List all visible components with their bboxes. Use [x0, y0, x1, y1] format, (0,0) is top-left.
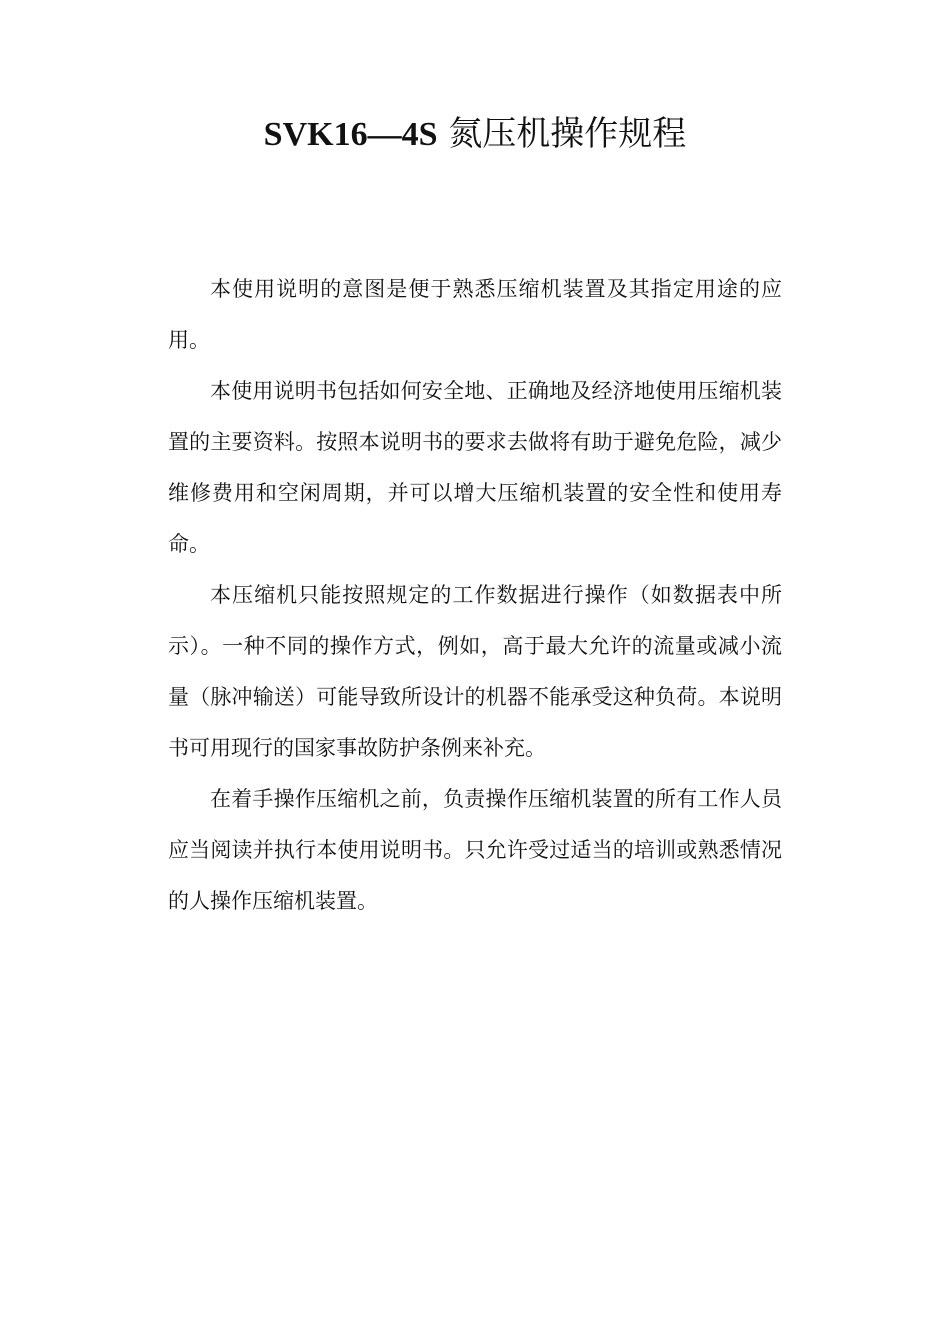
title-model: SVK16—4S	[263, 116, 438, 153]
paragraph-2: 本使用说明书包括如何安全地、正确地及经济地使用压缩机装置的主要资料。按照本说明书的要求去做将有助于避免危险，减少维修费用和空闲周期，并可以增大压缩机装置的安全性和使用寿命。	[168, 379, 782, 556]
document-title	[0, 110, 950, 159]
title-text: 氮压机操作规程	[448, 114, 687, 154]
document-body	[168, 264, 782, 927]
paragraph-3: 本压缩机只能按照规定的工作数据进行操作（如数据表中所示）。一种不同的操作方式，例如，高于最大允许的流量或减小流量（脉冲输送）可能导致所设计的机器不能承受这种负荷。本说明书可用现行的国家事故防护条例来补充。	[168, 583, 782, 760]
paragraph-4: 在着手操作压缩机之前，负责操作压缩机装置的所有工作人员应当阅读并执行本使用说明书。只允许受过适当的培训或熟悉情况的人操作压缩机装置。	[168, 787, 782, 913]
paragraph-1: 本使用说明的意图是便于熟悉压缩机装置及其指定用途的应用。	[168, 277, 782, 352]
